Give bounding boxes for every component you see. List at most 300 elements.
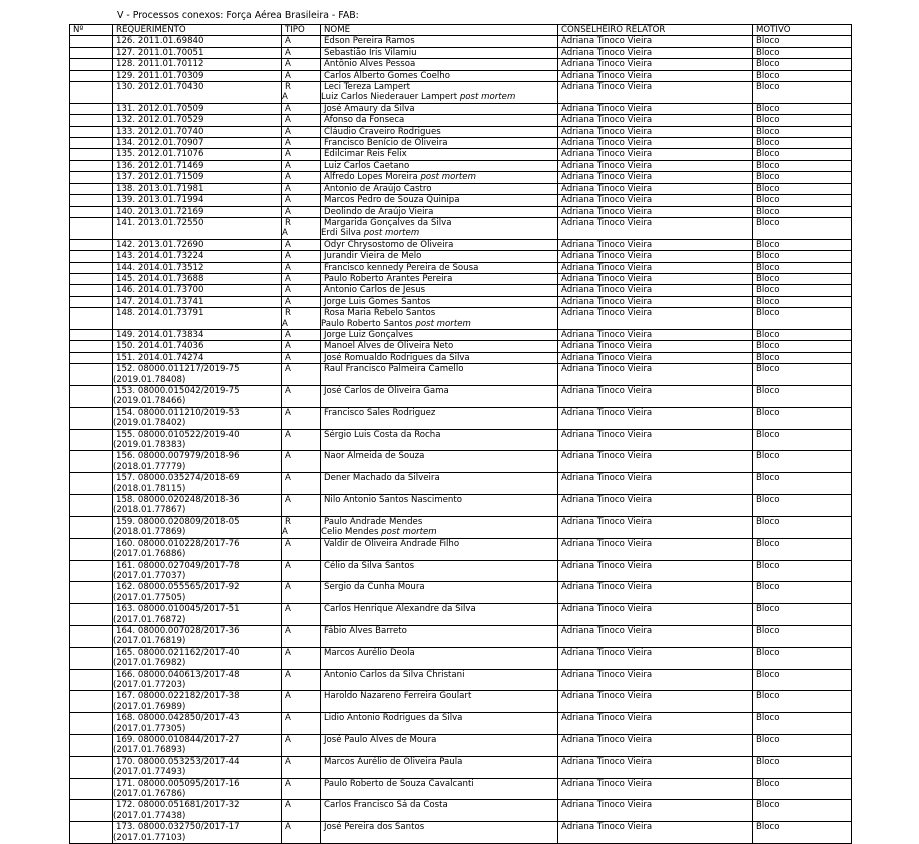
header-tipo: TIPO — [282, 25, 321, 36]
cell-requerimento — [113, 604, 282, 626]
nome-line — [324, 138, 557, 148]
tipo-value: A — [285, 103, 291, 114]
tipo-value: A — [285, 691, 291, 702]
cell-motivo: Bloco — [753, 604, 852, 626]
cell-requerimento — [113, 495, 282, 517]
tipo-value: A — [285, 262, 291, 273]
table-row — [70, 285, 852, 296]
cell-tipo — [282, 800, 321, 822]
cell-tipo — [282, 341, 321, 352]
post-mortem-note: post mortem — [459, 92, 516, 103]
requerimento-number: 168. 08000.042850/2017-43 — [116, 713, 240, 724]
cell-nome — [321, 149, 558, 160]
tipo-value: A — [285, 172, 291, 183]
tipo-value: A — [285, 495, 291, 506]
nome-value: Naor Almeida de Souza — [324, 451, 425, 462]
tipo-value: A — [285, 160, 291, 171]
nome-value: Margarida Gonçalves da Silva — [324, 217, 452, 228]
cell-nome — [321, 296, 558, 307]
cell-tipo — [282, 386, 321, 408]
cell-num — [70, 126, 113, 137]
cell-motivo: Bloco — [753, 115, 852, 126]
cell-motivo: Bloco — [753, 822, 852, 844]
cell-num — [70, 82, 113, 104]
post-mortem-note: post mortem — [363, 228, 420, 239]
table-row — [70, 800, 852, 822]
nome-line — [324, 495, 557, 505]
cell-motivo: Bloco — [753, 756, 852, 778]
cell-requerimento — [113, 407, 282, 429]
cell-num — [70, 735, 113, 757]
nome-line — [324, 207, 557, 217]
cell-num — [70, 691, 113, 713]
nome-value: Rosa Maria Rebelo Santos — [324, 308, 436, 319]
requerimento-legacy-number: (2019.01.78383) — [113, 440, 186, 451]
cell-conselheiro: Adriana Tinoco Vieira — [558, 822, 753, 844]
cell-requerimento — [113, 47, 282, 58]
requerimento-legacy-number: (2018.01.77867) — [113, 505, 186, 516]
cell-conselheiro: Adriana Tinoco Vieira — [558, 713, 753, 735]
requerimento-number: 160. 08000.010228/2017-76 — [116, 538, 240, 549]
cell-tipo — [282, 149, 321, 160]
tipo-value: A — [285, 329, 291, 340]
cell-tipo — [282, 285, 321, 296]
table-row — [70, 669, 852, 691]
cell-nome — [321, 251, 558, 262]
tipo-value: A — [285, 756, 291, 767]
nome-line — [324, 297, 557, 307]
tipo-value: A — [285, 341, 291, 352]
cell-motivo: Bloco — [753, 172, 852, 183]
tipo-value: A — [285, 149, 291, 160]
cell-tipo — [282, 115, 321, 126]
cell-conselheiro: Adriana Tinoco Vieira — [558, 386, 753, 408]
cell-motivo: Bloco — [753, 582, 852, 604]
table-row — [70, 756, 852, 778]
requerimento-number: 164. 08000.007028/2017-36 — [116, 625, 240, 636]
cell-tipo — [282, 59, 321, 70]
cell-tipo — [282, 138, 321, 149]
cell-conselheiro: Adriana Tinoco Vieira — [558, 341, 753, 352]
requerimento-number: 165. 08000.021162/2017-40 — [116, 647, 240, 658]
cell-nome — [321, 364, 558, 386]
table-row — [70, 82, 852, 104]
cell-requerimento — [113, 59, 282, 70]
nome-line — [324, 251, 557, 261]
tipo-value-secondary: A — [282, 318, 288, 329]
table-row — [70, 59, 852, 70]
requerimento-legacy-number: (2017.01.77438) — [113, 810, 186, 821]
nome-value: Haroldo Nazareno Ferreira Goulart — [324, 691, 472, 702]
cell-conselheiro: Adriana Tinoco Vieira — [558, 329, 753, 340]
cell-conselheiro: Adriana Tinoco Vieira — [558, 115, 753, 126]
nome-line — [324, 386, 557, 396]
requerimento-number: 166. 08000.040613/2017-48 — [116, 669, 240, 680]
cell-conselheiro: Adriana Tinoco Vieira — [558, 451, 753, 473]
requerimento-number: 134. 2012.01.70907 — [116, 138, 204, 149]
table-row — [70, 36, 852, 47]
cell-nome — [321, 735, 558, 757]
cell-tipo — [282, 239, 321, 250]
requerimento-number: 139. 2013.01.71994 — [116, 195, 204, 206]
tipo-value: A — [285, 239, 291, 250]
cell-requerimento — [113, 172, 282, 183]
cell-num — [70, 149, 113, 160]
nome-line — [324, 263, 557, 273]
requerimento-legacy-number: (2017.01.76893) — [113, 745, 186, 756]
cell-num — [70, 160, 113, 171]
cell-motivo: Bloco — [753, 160, 852, 171]
nome-line — [324, 451, 557, 461]
nome-value: Afonso da Fonseca — [324, 115, 405, 126]
nome-line — [324, 539, 557, 549]
cell-conselheiro: Adriana Tinoco Vieira — [558, 756, 753, 778]
cell-motivo: Bloco — [753, 103, 852, 114]
nome-value: Carlos Francisco Sá da Costa — [324, 800, 448, 811]
cell-num — [70, 800, 113, 822]
cell-num — [70, 647, 113, 669]
cell-num — [70, 352, 113, 363]
header-num: Nº — [70, 25, 113, 36]
requerimento-number: 148. 2014.01.73791 — [116, 308, 204, 319]
requerimento-number: 161. 08000.027049/2017-78 — [116, 560, 240, 571]
tipo-value: A — [285, 296, 291, 307]
cell-requerimento — [113, 691, 282, 713]
tipo-value: A — [285, 582, 291, 593]
table-row — [70, 160, 852, 171]
tipo-value: R — [285, 308, 291, 319]
table-row — [70, 538, 852, 560]
cell-conselheiro: Adriana Tinoco Vieira — [558, 172, 753, 183]
cell-tipo — [282, 756, 321, 778]
cell-nome — [321, 352, 558, 363]
cell-num — [70, 604, 113, 626]
nome-value: Edson Pereira Ramos — [324, 36, 415, 47]
cell-num — [70, 329, 113, 340]
nome-value: Fábio Alves Barreto — [324, 625, 407, 636]
cell-conselheiro: Adriana Tinoco Vieira — [558, 604, 753, 626]
tipo-value: A — [285, 429, 291, 440]
cell-num — [70, 251, 113, 262]
requerimento-number: 147. 2014.01.73741 — [116, 296, 204, 307]
cell-num — [70, 36, 113, 47]
tipo-value: A — [285, 778, 291, 789]
cell-nome — [321, 103, 558, 114]
cell-tipo — [282, 604, 321, 626]
cell-requerimento — [113, 364, 282, 386]
cell-nome — [321, 778, 558, 800]
nome-line — [324, 430, 557, 440]
cell-tipo — [282, 560, 321, 582]
nome-value: Antonio Carlos de Jesus — [324, 285, 426, 296]
nome-line — [324, 604, 557, 614]
header-requerimento: REQUERIMENTO — [113, 25, 282, 36]
nome-value: Cláudio Craveiro Rodrigues — [324, 126, 441, 137]
cell-conselheiro: Adriana Tinoco Vieira — [558, 160, 753, 171]
nome-line — [324, 757, 557, 767]
tipo-value: A — [285, 451, 291, 462]
cell-tipo — [282, 495, 321, 517]
table-row — [70, 115, 852, 126]
nome-line — [324, 240, 557, 250]
requerimento-number: 162. 08000.055565/2017-92 — [116, 582, 240, 593]
cell-num — [70, 386, 113, 408]
cell-nome — [321, 59, 558, 70]
cell-conselheiro: Adriana Tinoco Vieira — [558, 647, 753, 669]
cell-motivo: Bloco — [753, 713, 852, 735]
requerimento-legacy-number: (2017.01.76989) — [113, 701, 186, 712]
cell-tipo — [282, 352, 321, 363]
cell-motivo: Bloco — [753, 647, 852, 669]
cell-tipo — [282, 296, 321, 307]
table-row — [70, 352, 852, 363]
requerimento-number: 138. 2013.01.71981 — [116, 183, 204, 194]
requerimento-number: 131. 2012.01.70509 — [116, 103, 204, 114]
cell-num — [70, 172, 113, 183]
nome-value: Lidio Antonio Rodrigues da Silva — [324, 713, 463, 724]
cell-nome — [321, 308, 558, 330]
cell-requerimento — [113, 195, 282, 206]
cell-motivo: Bloco — [753, 262, 852, 273]
cell-requerimento — [113, 386, 282, 408]
cell-motivo: Bloco — [753, 451, 852, 473]
table-row — [70, 206, 852, 217]
cell-num — [70, 296, 113, 307]
requerimento-number: 173. 08000.032750/2017-17 — [116, 822, 240, 833]
cell-conselheiro: Adriana Tinoco Vieira — [558, 251, 753, 262]
cell-motivo: Bloco — [753, 538, 852, 560]
requerimento-number: 127. 2011.01.70051 — [116, 47, 204, 58]
nome-line — [324, 735, 557, 745]
cell-nome — [321, 172, 558, 183]
cell-num — [70, 195, 113, 206]
cell-tipo — [282, 451, 321, 473]
requerimento-number: 163. 08000.010045/2017-51 — [116, 604, 240, 615]
cell-nome — [321, 386, 558, 408]
table-row — [70, 296, 852, 307]
header-motivo: MOTIVO — [753, 25, 852, 36]
nome-line — [324, 195, 557, 205]
requerimento-number: 157. 08000.035274/2018-69 — [116, 473, 240, 484]
requerimento-number: 154. 08000.011210/2019-53 — [116, 407, 240, 418]
nome-value: Marcos Aurélio Deola — [324, 647, 415, 658]
requerimento-number: 155. 08000.010522/2019-40 — [116, 429, 240, 440]
nome-secondary: Luiz Carlos Niederauer Lampert — [321, 92, 458, 103]
cell-tipo — [282, 308, 321, 330]
tipo-value: A — [285, 70, 291, 81]
header-conselheiro: CONSELHEIRO RELATOR — [558, 25, 753, 36]
requerimento-number: 137. 2012.01.71509 — [116, 172, 204, 183]
cell-tipo — [282, 669, 321, 691]
requerimento-number: 153. 08000.015042/2019-75 — [116, 386, 240, 396]
table-row — [70, 451, 852, 473]
cell-conselheiro: Adriana Tinoco Vieira — [558, 285, 753, 296]
requerimento-legacy-number: (2017.01.77103) — [113, 832, 186, 843]
cell-requerimento — [113, 262, 282, 273]
nome-value: Jorge Luiz Gonçalves — [324, 329, 413, 340]
requerimento-number: 167. 08000.022182/2017-38 — [116, 691, 240, 702]
tipo-value: A — [285, 604, 291, 615]
cell-requerimento — [113, 713, 282, 735]
nome-line — [324, 364, 557, 374]
cell-motivo: Bloco — [753, 429, 852, 451]
nome-value: Carlos Henrique Alexandre da Silva — [324, 604, 476, 615]
cell-nome — [321, 195, 558, 206]
requerimento-number: 146. 2014.01.73700 — [116, 285, 204, 296]
table-row — [70, 217, 852, 239]
nome-value: Manoel Alves de Oliveira Neto — [324, 341, 454, 352]
table-row — [70, 172, 852, 183]
cell-requerimento — [113, 473, 282, 495]
cell-requerimento — [113, 217, 282, 239]
requerimento-number: 151. 2014.01.74274 — [116, 352, 204, 363]
cell-conselheiro: Adriana Tinoco Vieira — [558, 183, 753, 194]
table-row — [70, 778, 852, 800]
nome-value: José Amaury da Silva — [324, 103, 415, 114]
cell-requerimento — [113, 296, 282, 307]
requerimento-number: 130. 2012.01.70430 — [116, 82, 204, 93]
nome-value: Nilo Antonio Santos Nascimento — [324, 495, 462, 506]
cell-num — [70, 822, 113, 844]
cell-nome — [321, 285, 558, 296]
tipo-value: R — [285, 217, 291, 228]
cell-motivo: Bloco — [753, 352, 852, 363]
cell-conselheiro: Adriana Tinoco Vieira — [558, 429, 753, 451]
table-row — [70, 713, 852, 735]
table-row — [70, 407, 852, 429]
nome-line — [324, 800, 557, 810]
nome-value: Sergio da Cunha Moura — [324, 582, 425, 593]
requerimento-number: 150. 2014.01.74036 — [116, 341, 204, 352]
cell-motivo: Bloco — [753, 308, 852, 330]
cell-num — [70, 262, 113, 273]
nome-secondary-line — [321, 92, 557, 102]
cell-num — [70, 495, 113, 517]
cell-conselheiro: Adriana Tinoco Vieira — [558, 296, 753, 307]
cell-tipo — [282, 538, 321, 560]
tipo-value: A — [285, 713, 291, 724]
cell-nome — [321, 669, 558, 691]
table-row — [70, 691, 852, 713]
nome-secondary-line — [321, 319, 557, 329]
cell-conselheiro: Adriana Tinoco Vieira — [558, 262, 753, 273]
cell-tipo — [282, 273, 321, 284]
tipo-value: A — [285, 195, 291, 206]
cell-num — [70, 103, 113, 114]
requerimento-legacy-number: (2017.01.76872) — [113, 614, 186, 625]
cell-tipo — [282, 778, 321, 800]
tipo-value: A — [285, 126, 291, 137]
cell-requerimento — [113, 206, 282, 217]
requerimento-number: 169. 08000.010844/2017-27 — [116, 735, 240, 745]
nome-line — [324, 149, 557, 159]
cell-conselheiro: Adriana Tinoco Vieira — [558, 36, 753, 47]
table-row — [70, 195, 852, 206]
cell-conselheiro: Adriana Tinoco Vieira — [558, 217, 753, 239]
nome-value: Marcos Pedro de Souza Quinipa — [324, 195, 460, 206]
cell-motivo: Bloco — [753, 800, 852, 822]
nome-value: Odyr Chrysostomo de Oliveira — [324, 239, 454, 250]
tipo-value-secondary: A — [282, 527, 288, 538]
cell-num — [70, 429, 113, 451]
cell-nome — [321, 217, 558, 239]
cell-conselheiro: Adriana Tinoco Vieira — [558, 239, 753, 250]
cell-tipo — [282, 160, 321, 171]
nome-value: Sebastião Iris Vilamiu — [324, 47, 417, 58]
cell-tipo — [282, 82, 321, 104]
cell-conselheiro: Adriana Tinoco Vieira — [558, 516, 753, 538]
cell-nome — [321, 495, 558, 517]
cell-requerimento — [113, 516, 282, 538]
cell-nome — [321, 473, 558, 495]
requerimento-number: 133. 2012.01.70740 — [116, 126, 204, 137]
cell-conselheiro: Adriana Tinoco Vieira — [558, 70, 753, 81]
cell-tipo — [282, 647, 321, 669]
table-row — [70, 308, 852, 330]
requerimento-number: 140. 2013.01.72169 — [116, 206, 204, 217]
cell-conselheiro: Adriana Tinoco Vieira — [558, 691, 753, 713]
cell-requerimento — [113, 138, 282, 149]
cell-motivo: Bloco — [753, 364, 852, 386]
cell-requerimento — [113, 647, 282, 669]
nome-line — [324, 473, 557, 483]
table-row — [70, 183, 852, 194]
cell-tipo — [282, 329, 321, 340]
table-row — [70, 582, 852, 604]
cell-num — [70, 70, 113, 81]
requerimento-number: 141. 2013.01.72550 — [116, 217, 204, 228]
nome-line — [324, 779, 557, 789]
requerimento-number: 128. 2011.01.70112 — [116, 59, 204, 70]
nome-value: Alfredo Lopes Moreira — [324, 172, 418, 183]
tipo-value: A — [285, 59, 291, 70]
tipo-value: A — [285, 285, 291, 296]
cell-nome — [321, 138, 558, 149]
nome-line — [324, 184, 557, 194]
cell-motivo: Bloco — [753, 138, 852, 149]
nome-line — [324, 127, 557, 137]
cell-requerimento — [113, 341, 282, 352]
cell-motivo: Bloco — [753, 239, 852, 250]
cell-tipo — [282, 262, 321, 273]
cell-nome — [321, 341, 558, 352]
tipo-value: A — [285, 352, 291, 363]
requerimento-legacy-number: (2017.01.77037) — [113, 570, 186, 581]
cell-tipo — [282, 429, 321, 451]
cell-nome — [321, 239, 558, 250]
table-row — [70, 735, 852, 757]
requerimento-legacy-number: (2017.01.76786) — [113, 789, 186, 800]
cell-requerimento — [113, 560, 282, 582]
cell-requerimento — [113, 352, 282, 363]
cell-nome — [321, 582, 558, 604]
nome-value: Sérgio Luis Costa da Rocha — [324, 429, 441, 440]
cell-motivo: Bloco — [753, 149, 852, 160]
cell-conselheiro: Adriana Tinoco Vieira — [558, 473, 753, 495]
cell-nome — [321, 538, 558, 560]
cell-num — [70, 778, 113, 800]
cell-tipo — [282, 822, 321, 844]
cell-requerimento — [113, 82, 282, 104]
requerimento-legacy-number: (2019.01.78402) — [113, 418, 186, 429]
cell-conselheiro: Adriana Tinoco Vieira — [558, 103, 753, 114]
cell-tipo — [282, 206, 321, 217]
cell-conselheiro: Adriana Tinoco Vieira — [558, 195, 753, 206]
table-row — [70, 473, 852, 495]
cell-nome — [321, 206, 558, 217]
cell-nome — [321, 713, 558, 735]
tipo-value: A — [285, 273, 291, 284]
